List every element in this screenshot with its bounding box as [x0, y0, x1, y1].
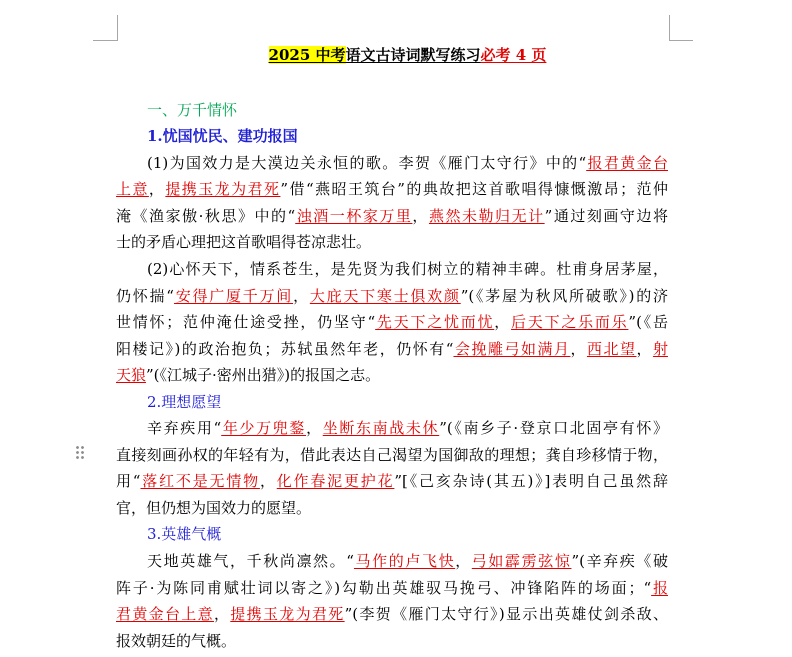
- body-text: ，: [148, 180, 166, 199]
- answer-text: 上意: [116, 180, 149, 199]
- paragraph: [116, 548, 668, 654]
- paragraph: [116, 256, 668, 389]
- answer-text: 年少万兜鍪: [221, 419, 307, 438]
- body-text: ”通过刻画守边将: [544, 206, 668, 225]
- body-text: 天地英雄气，千秋尚凛然。“: [147, 551, 354, 570]
- answer-text: 天狼: [116, 366, 147, 385]
- subsection-heading: 3.英雄气概: [147, 525, 222, 544]
- body-text: 阵子·为陈同甫赋壮词以寄之》)勾勒出英雄驭马挽弓、冲锋陷阵的场面；“: [116, 578, 652, 597]
- text-line: [116, 336, 668, 363]
- text-line: [116, 628, 668, 655]
- title-highlight-text: 2025 中考: [268, 45, 346, 64]
- answer-text: 报君黄金台: [586, 153, 668, 172]
- text-line: [116, 442, 668, 469]
- answer-text: 燕然未勒归无计: [428, 206, 545, 225]
- text-line: [116, 309, 668, 336]
- subsection-heading: 1.忧国忧民、建功报国: [147, 127, 298, 146]
- answer-text: 提携玉龙为君死: [230, 605, 345, 624]
- body-text: ”(《茅屋为秋风所破歌》)的济: [460, 286, 668, 305]
- paragraph: [116, 150, 668, 256]
- text-line: [116, 548, 668, 575]
- answer-text: 会挽雕弓如满月: [453, 339, 571, 358]
- text-line: [116, 203, 668, 230]
- body-text: ，: [570, 339, 587, 358]
- body-text: 官，但仍想为国效力的愿望。: [116, 498, 312, 517]
- body-text: ，: [293, 286, 310, 305]
- body-text: ”(李贺《雁门太守行》)显示出英雄仗剑杀敌、: [344, 605, 668, 624]
- body-text: ，: [636, 339, 653, 358]
- body-text: (2)心怀天下，情系苍生，是先贤为我们树立的精神丰碑。杜甫身居茅屋，: [147, 259, 668, 278]
- answer-text: 浊酒一杯家万里: [295, 206, 413, 225]
- body-text: 直接刻画孙权的年轻有为，借此表达自己渴望为国御敌的理想；龚自珍移情于物，: [116, 445, 668, 464]
- text-line: [116, 601, 668, 628]
- section-heading: 一、万千情怀: [147, 100, 238, 119]
- answer-text: 化作春泥更护花: [276, 472, 395, 491]
- answer-text: 报: [651, 578, 668, 597]
- document-body: [116, 97, 668, 654]
- text-line: [116, 150, 668, 177]
- body-text: ，: [213, 605, 231, 624]
- body-text: 淹《渔家傲·秋思》中的“: [116, 206, 296, 225]
- answer-text: 弓如霹雳弦惊: [471, 551, 572, 570]
- text-line: [116, 256, 668, 283]
- text-line: [116, 468, 668, 495]
- title-red-text: 必考 4 页: [480, 45, 547, 64]
- body-text: ”(《江城子·密州出猎》)的报国之志。: [146, 366, 381, 385]
- body-text: 报效朝廷的气概。: [116, 631, 237, 650]
- page-corner-mark-top-right: [669, 15, 693, 41]
- text-line: [116, 362, 668, 389]
- body-text: ，: [412, 206, 429, 225]
- answer-text: 马作的卢飞快: [353, 551, 456, 570]
- answer-text: 坐断东南战未休: [322, 419, 440, 438]
- body-text: 士的矛盾心理把这首歌唱得苍凉悲壮。: [116, 233, 372, 252]
- text-line: [116, 283, 668, 310]
- body-text: ，: [494, 313, 512, 332]
- answer-text: 安得广厦千万间: [173, 286, 294, 305]
- answer-text: 提携玉龙为君死: [165, 180, 281, 199]
- body-text: ”借“燕昭王筑台”的典故把这首歌唱得慷慨激昂；范仲: [280, 180, 668, 199]
- page-corner-mark-top-left: [93, 15, 118, 41]
- body-text: 辛弃疾用“: [147, 419, 222, 438]
- answer-text: 先天下之忧而忧: [375, 313, 495, 332]
- text-line: [116, 415, 668, 442]
- paragraph: [116, 415, 668, 521]
- text-line: [116, 495, 668, 522]
- document-title: [116, 42, 668, 69]
- body-text: 仍怀揣“: [116, 286, 174, 305]
- body-text: 用“: [116, 472, 141, 491]
- answer-text: 落红不是无情物: [140, 472, 260, 491]
- body-text: ，: [259, 472, 277, 491]
- body-text: (1)为国效力是大漠边关永恒的歌。李贺《雁门太守行》中的“: [147, 153, 587, 172]
- body-text: ”(《岳: [628, 313, 668, 332]
- title-text: 语文古诗词默写练习: [345, 45, 481, 64]
- body-text: 阳楼记》)的政治抱负；苏轼虽然年老，仍怀有“: [116, 339, 454, 358]
- body-text: ”(辛弃疾《破: [571, 551, 668, 570]
- body-text: ，: [306, 419, 323, 438]
- answer-text: 西北望: [586, 339, 637, 358]
- text-line: [116, 229, 668, 256]
- body-text: 世情怀；范仲淹仕途受挫，仍坚守“: [116, 313, 376, 332]
- body-text: ，: [455, 551, 472, 570]
- drag-handle-icon[interactable]: [75, 445, 85, 460]
- body-text: ”(《南乡子·登京口北固亭有怀》: [439, 419, 668, 438]
- answer-text: 君黄金台上意: [116, 605, 214, 624]
- answer-text: 大庇天下寒士俱欢颜: [309, 286, 461, 305]
- text-line: [116, 575, 668, 602]
- answer-text: 射: [652, 339, 668, 358]
- body-text: ”[《己亥杂诗(其五)》]表明自己虽然辞: [394, 472, 668, 491]
- answer-text: 后天下之乐而乐: [511, 313, 629, 332]
- text-line: [116, 176, 668, 203]
- subsection-heading: 2.理想愿望: [147, 392, 222, 411]
